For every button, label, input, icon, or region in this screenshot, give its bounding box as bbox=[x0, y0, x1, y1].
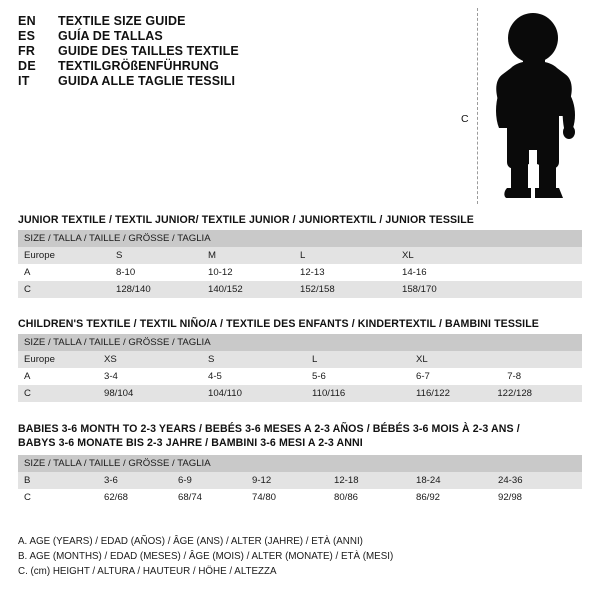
language-title: GUIDA ALLE TAGLIE TESSILI bbox=[58, 74, 236, 88]
cell: 24-36 bbox=[492, 472, 582, 489]
section-title: CHILDREN'S TEXTILE / TEXTIL NIÑO/A / TEXTILE DES ENFANTS / KINDERTEXTIL / BAMBINI TESSILE bbox=[18, 318, 539, 330]
legend bbox=[18, 534, 538, 580]
row-key: A bbox=[18, 368, 98, 385]
height-guide-line bbox=[477, 8, 478, 204]
cell: 8-10 bbox=[110, 264, 202, 281]
cell: 110/116 bbox=[306, 385, 410, 402]
cell-c-116-122: 116/122 bbox=[416, 388, 450, 399]
legend-item-c: C. (cm) HEIGHT / ALTURA / HAUTEUR / HÖHE / ALTEZZA bbox=[18, 566, 277, 578]
table-row bbox=[18, 489, 582, 506]
language-code: DE bbox=[18, 59, 36, 73]
cell: 10-12 bbox=[202, 264, 294, 281]
column-header-l: L bbox=[294, 247, 396, 264]
column-header-xl: XL bbox=[410, 351, 582, 368]
cell: 9-12 bbox=[246, 472, 328, 489]
table-header-band bbox=[18, 230, 582, 247]
cell-c-122-128: 122/128 bbox=[497, 388, 532, 399]
column-header-region: Europe bbox=[18, 351, 98, 368]
size-header-label: SIZE / TALLA / TAILLE / GRÖSSE / TAGLIA bbox=[18, 334, 582, 351]
table-row bbox=[18, 247, 582, 264]
cell-a-6-7: 6-7 bbox=[416, 371, 430, 382]
cell: 18-24 bbox=[410, 472, 492, 489]
cell bbox=[410, 385, 582, 402]
language-row bbox=[18, 44, 438, 58]
column-header-xl: XL bbox=[396, 247, 582, 264]
row-key: C bbox=[18, 489, 98, 506]
cell: 80/86 bbox=[328, 489, 410, 506]
cell: 74/80 bbox=[246, 489, 328, 506]
table-header-band bbox=[18, 334, 582, 351]
children-size-table bbox=[18, 334, 582, 402]
table-row bbox=[18, 351, 582, 368]
row-key: C bbox=[18, 385, 98, 402]
cell-a-7-8: 7-8 bbox=[507, 371, 522, 382]
section-title-line-1: BABIES 3-6 MONTH TO 2-3 YEARS / BEBÉS 3-6 MESES A 2-3 AÑOS / BÉBÉS 3-6 MOIS À 2-3 ANS / bbox=[18, 423, 520, 435]
table-row bbox=[18, 368, 582, 385]
language-row bbox=[18, 14, 438, 28]
cell: 12-13 bbox=[294, 264, 396, 281]
section-babies-textile bbox=[18, 422, 582, 506]
section-title bbox=[18, 422, 582, 455]
language-title: GUÍA DE TALLAS bbox=[58, 29, 163, 43]
column-header-region: Europe bbox=[18, 247, 110, 264]
row-key: A bbox=[18, 264, 110, 281]
cell: 3-6 bbox=[98, 472, 172, 489]
section-title-line-2: BABYS 3-6 MONATE BIS 2-3 JAHRE / BAMBINI 3-6 MESI A 2-3 ANNI bbox=[18, 437, 363, 450]
language-code: IT bbox=[18, 74, 30, 88]
row-key: B bbox=[18, 472, 98, 489]
language-title: GUIDE DES TAILLES TEXTILE bbox=[58, 44, 239, 58]
language-title: TEXTILE SIZE GUIDE bbox=[58, 14, 186, 28]
column-header-s: S bbox=[110, 247, 202, 264]
table-row bbox=[18, 264, 582, 281]
language-code: EN bbox=[18, 14, 36, 28]
table-header-band bbox=[18, 455, 582, 472]
child-silhouette-icon bbox=[487, 12, 591, 200]
cell: 104/110 bbox=[202, 385, 306, 402]
measurement-figure bbox=[455, 8, 595, 204]
header-language-titles bbox=[18, 14, 438, 89]
cell: 128/140 bbox=[110, 281, 202, 298]
babies-size-table bbox=[18, 455, 582, 506]
cell: 68/74 bbox=[172, 489, 246, 506]
column-header-xs: XS bbox=[98, 351, 202, 368]
table-row bbox=[18, 472, 582, 489]
legend-item-b: B. AGE (MONTHS) / EDAD (MESES) / ÂGE (MOIS) / ALTER (MONATE) / ETÀ (MESI) bbox=[18, 551, 394, 563]
cell: 62/68 bbox=[98, 489, 172, 506]
section-childrens-textile bbox=[18, 318, 582, 402]
section-junior-textile bbox=[18, 214, 582, 298]
cell: 92/98 bbox=[492, 489, 582, 506]
cell: 4-5 bbox=[202, 368, 306, 385]
language-row bbox=[18, 59, 438, 73]
row-key: C bbox=[18, 281, 110, 298]
column-header-s: S bbox=[202, 351, 306, 368]
cell: 98/104 bbox=[98, 385, 202, 402]
cell bbox=[410, 368, 582, 385]
language-code: ES bbox=[18, 29, 36, 43]
cell: 3-4 bbox=[98, 368, 202, 385]
cell: 158/170 bbox=[396, 281, 582, 298]
cell: 6-9 bbox=[172, 472, 246, 489]
cell: 152/158 bbox=[294, 281, 396, 298]
language-title: TEXTILGRÖßENFÜHRUNG bbox=[58, 59, 219, 73]
figure-measure-label: C bbox=[461, 113, 469, 125]
table-row bbox=[18, 385, 582, 402]
language-row bbox=[18, 74, 438, 88]
cell: 86/92 bbox=[410, 489, 492, 506]
cell: 12-18 bbox=[328, 472, 410, 489]
legend-item-a: A. AGE (YEARS) / EDAD (AÑOS) / ÂGE (ANS) / ALTER (JAHRE) / ETÀ (ANNI) bbox=[18, 536, 363, 547]
section-title: JUNIOR TEXTILE / TEXTIL JUNIOR/ TEXTILE JUNIOR / JUNIORTEXTIL / JUNIOR TESSILE bbox=[18, 214, 474, 226]
size-header-label: SIZE / TALLA / TAILLE / GRÖSSE / TAGLIA bbox=[18, 230, 582, 247]
cell: 5-6 bbox=[306, 368, 410, 385]
cell: 140/152 bbox=[202, 281, 294, 298]
table-row bbox=[18, 281, 582, 298]
column-header-m: M bbox=[202, 247, 294, 264]
size-header-label: SIZE / TALLA / TAILLE / GRÖSSE / TAGLIA bbox=[18, 455, 582, 472]
language-code: FR bbox=[18, 44, 36, 58]
language-row bbox=[18, 29, 438, 43]
column-header-l: L bbox=[306, 351, 410, 368]
cell: 14-16 bbox=[396, 264, 582, 281]
junior-size-table bbox=[18, 230, 582, 298]
